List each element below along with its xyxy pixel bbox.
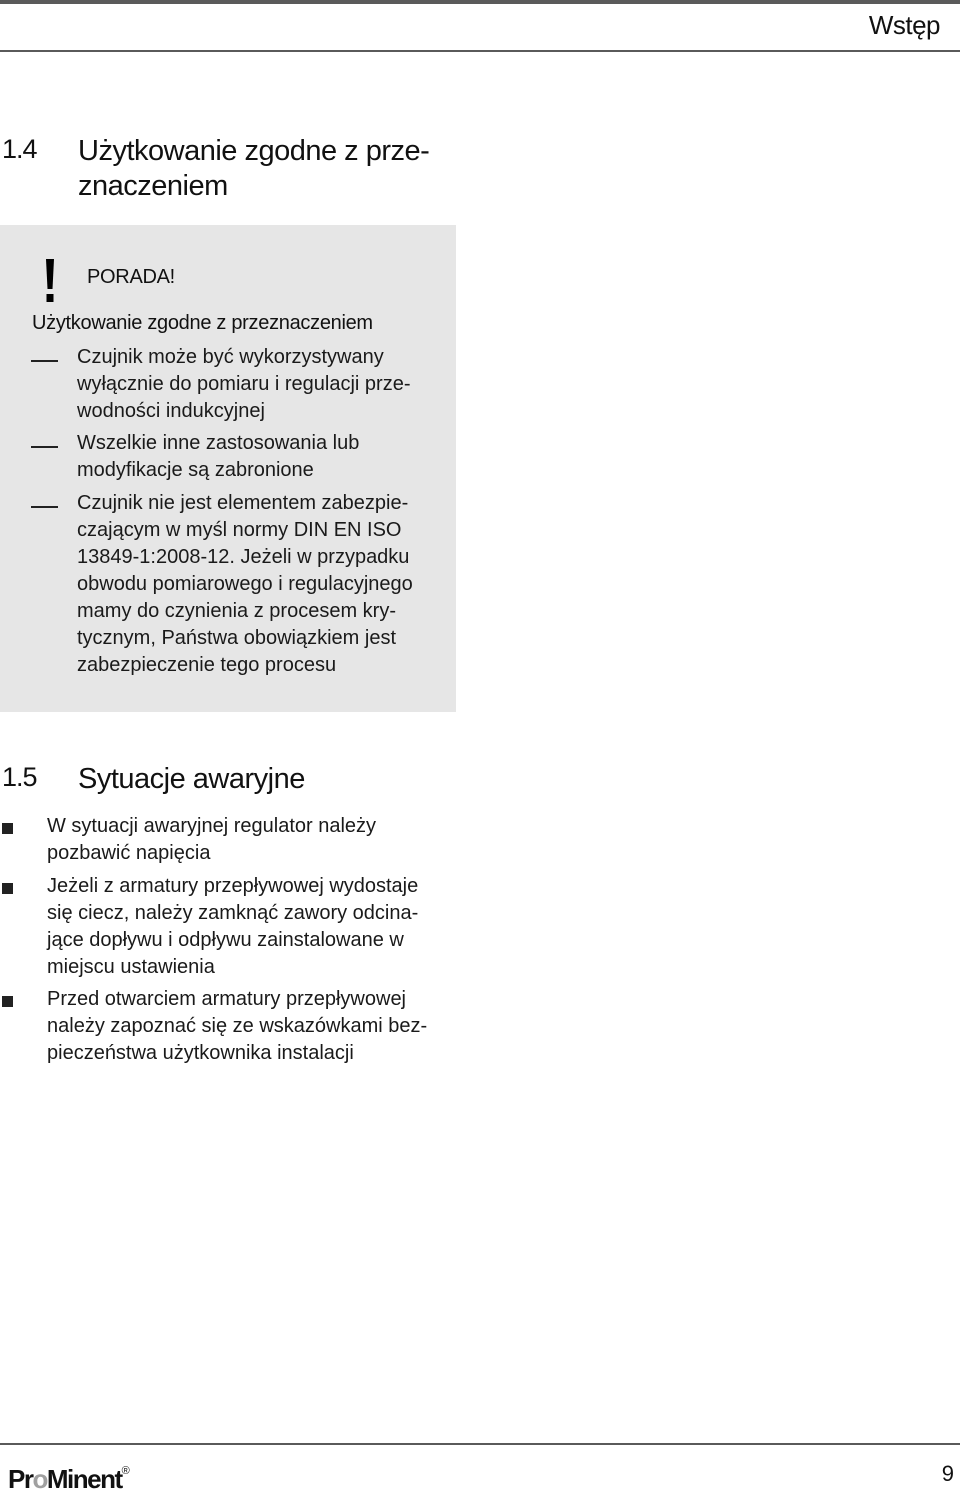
text-line: pieczeństwa użytkownika instalacji: [47, 1042, 354, 1064]
section-number: 1.5: [2, 762, 37, 792]
brand-logo: [8, 1456, 130, 1494]
brand-logo-part: Pr: [8, 1464, 33, 1494]
text-line: pozbawić napięcia: [47, 842, 211, 864]
text-line: Wszelkie inne zastosowania lub: [77, 432, 360, 454]
text-line: czającym w myśl normy DIN EN ISO: [77, 519, 402, 541]
text-line: modyfikacje są zabronione: [77, 459, 314, 481]
header-rule: [0, 50, 960, 52]
text-line: obwodu pomiarowego i regulacyjnego: [77, 573, 413, 595]
dash-icon: [31, 360, 58, 362]
text-line: zabezpieczenie tego procesu: [77, 654, 337, 676]
section-title-line: Użytkowanie zgodne z prze-: [78, 135, 430, 167]
bullet-text: [47, 873, 457, 981]
square-bullet-icon: [2, 883, 13, 894]
text-line: Jeżeli z armatury przepływowej wydostaje: [47, 875, 419, 897]
section-title-line: znaczeniem: [78, 170, 228, 202]
registered-mark: ®: [121, 1465, 130, 1477]
text-line: Przed otwarciem armatury przepływowej: [47, 988, 407, 1010]
brand-logo-part: Minent: [46, 1464, 122, 1494]
tip-list-text: [77, 490, 447, 679]
square-bullet-icon: [2, 996, 13, 1007]
section-title: Sytuacje awaryjne: [78, 763, 305, 795]
bullet-text: [47, 986, 457, 1067]
dash-icon: [31, 506, 58, 508]
text-line: się ciecz, należy zamknąć zawory odcina-: [47, 902, 419, 924]
text-line: należy zapoznać się ze wskazówkami bez-: [47, 1015, 428, 1037]
text-line: Czujnik nie jest elementem zabezpie-: [77, 492, 409, 514]
tip-list-text: [77, 344, 447, 425]
footer-rule: [0, 1443, 960, 1445]
dash-icon: [31, 446, 58, 448]
tip-label: PORADA!: [87, 266, 175, 288]
section-number: 1.4: [2, 134, 37, 164]
top-rule: [0, 0, 960, 4]
text-line: wyłącznie do pomiaru i regulacji prze-: [77, 373, 411, 395]
bullet-text: [47, 813, 457, 867]
section-title: [78, 134, 478, 204]
text-line: tycznym, Państwa obowiązkiem jest: [77, 627, 397, 649]
page-number: 9: [941, 1461, 954, 1486]
brand-logo-part: o: [32, 1464, 47, 1494]
square-bullet-icon: [2, 823, 13, 834]
tip-subtitle: Użytkowanie zgodne z przeznaczeniem: [32, 312, 373, 334]
text-line: miejscu ustawienia: [47, 956, 215, 978]
running-header: Wstęp: [868, 10, 940, 40]
text-line: W sytuacji awaryjnej regulator należy: [47, 815, 377, 837]
text-line: 13849-1:2008-12. Jeżeli w przypadku: [77, 546, 410, 568]
text-line: wodności indukcyjnej: [77, 400, 265, 422]
text-line: Czujnik może być wykorzystywany: [77, 346, 384, 368]
exclamation-icon: [43, 259, 57, 303]
tip-list-text: [77, 430, 447, 484]
text-line: mamy do czynienia z procesem kry-: [77, 600, 396, 622]
text-line: jące dopływu i odpływu zainstalowane w: [47, 929, 404, 951]
